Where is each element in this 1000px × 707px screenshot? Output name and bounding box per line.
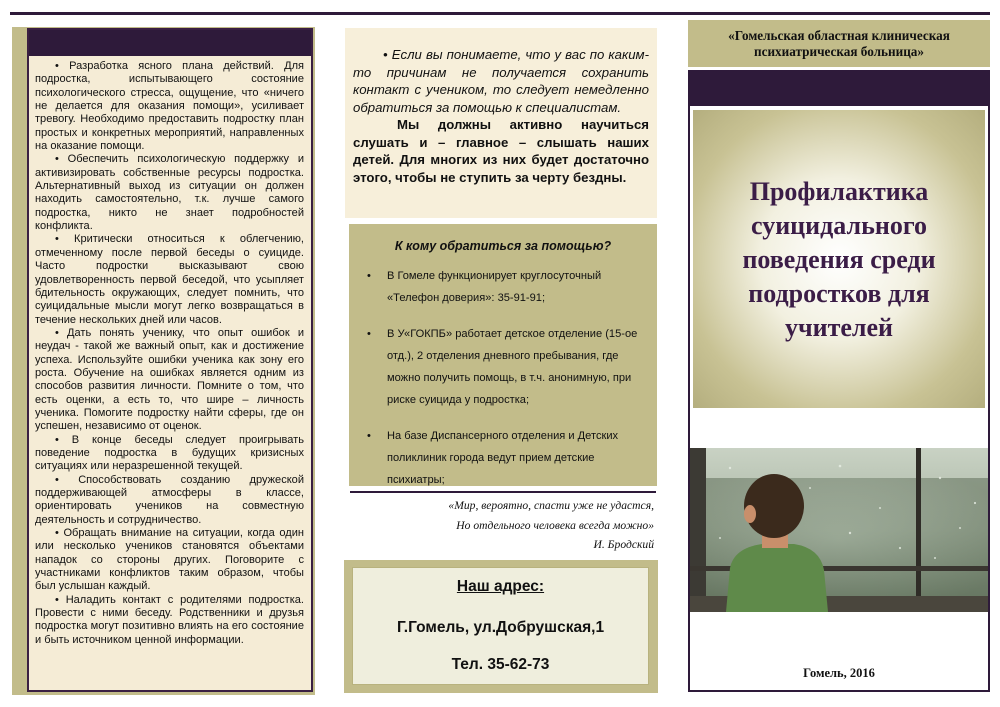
cover-title-box <box>693 110 985 408</box>
quote-author: И. Бродский <box>593 538 654 551</box>
advice-bold-text: Мы должны активно научиться слушать и – главное – слышать наших детей. Для многих из них будет достаточно этого, чтобы не ступить за черту бездны. <box>353 117 649 185</box>
help-list-item: • На базе Диспансерного отделения и Детских поликлиник города ведут прием детские психиатры; <box>349 425 647 491</box>
recommendation-paragraph: • Обеспечить психологическую поддержку и активизировать собственные ресурсы подростка. Альтернативный выход из ситуации он должен находить самостоятельно, т.к. лучше самого подростка, никто не знает подробностей конфликта. <box>35 153 304 233</box>
quote-line-1: «Мир, вероятно, спасти уже не удастся, <box>448 499 654 512</box>
bullet-icon: • <box>367 270 371 282</box>
top-rule <box>10 12 990 15</box>
address-title: Наш адрес: <box>456 578 545 595</box>
recommendation-paragraph: • Наладить контакт с родителями подростка. Провести с ними беседу. Родственники и друзья подростка могут позитивно влиять на его состояние и быть источником ценной информации. <box>35 593 304 646</box>
brodsky-quote <box>350 496 656 555</box>
recommendation-paragraph: • Критически относиться к облегчению, отмеченному после первой беседы о суициде. Часто подростки высказывают свою удовлетворенность первой беседой, что усыпляет бдительность окружающих, следует помнить, что суицидальные мысли могут легко возвращаться в течение нескольких дней или часов. <box>35 233 304 326</box>
brochure-title: Профилактика суицидального поведения среди подростков для учителей <box>742 177 936 342</box>
left-panel <box>27 28 313 692</box>
hospital-name-box <box>688 20 990 67</box>
help-list <box>349 265 657 491</box>
help-contacts-box <box>349 224 657 486</box>
hospital-name-line-2: психиатрическая больница» <box>754 44 924 59</box>
quote-line-2: Но отдельного человека всегда можно» <box>456 518 654 532</box>
recommendations-text <box>29 56 311 647</box>
help-list-item: • В Гомеле функционирует круглосуточный «Телефон доверия»: 35-91-91; <box>349 265 647 309</box>
cover-header-band <box>690 72 988 106</box>
address-street: Г.Гомель, ул.Добрушская,1 <box>396 619 605 636</box>
advice-quote-box <box>345 28 657 218</box>
recommendation-paragraph: • Разработка ясного плана действий. Для подростка, испытывающего состояние психологического стресса, ощущение, что «ничего не делается для оказания помощи», усиливает тревогу. Необходимо предоставить подростку план простых и конкретных мероприятий, направленных на оказание помощи. <box>35 60 304 153</box>
hospital-name-line-1: «Гомельская областная клиническая <box>728 28 950 43</box>
recommendation-paragraph: • Дать понять ученику, что опыт ошибок и неудач - такой же важный опыт, как и достижение успеха. Используйте ошибки ученика как зону его роста. Обучение на ошибках является одним из способов развития личности. Помните о том, что есть оценки, а есть то, что шире – личность ученика. Помогите подростку найти сферы, где он успешен, независимо от оценок. <box>35 326 304 433</box>
bullet-icon: • <box>367 328 371 340</box>
quote-divider <box>350 491 656 493</box>
address-box <box>352 567 649 685</box>
recommendation-paragraph: • Обращать внимание на ситуации, когда один или несколько учеников становятся объектами нападок со стороны других. Поговорите с участниками конфликтов таким образом, чтобы был услышан каждый. <box>35 527 304 593</box>
recommendation-paragraph: • В конце беседы следует проигрывать поведение подростка в будущих кризисных ситуациях или неразрешенной текущей. <box>35 433 304 473</box>
help-list-item: • В У«ГОКПБ» работает детское отделение (15-ое отд.), 2 отделения дневного пребывания, где можно получить помощь, в т.ч. анонимную, при риске суицида у подростка; <box>349 323 647 411</box>
recommendation-paragraph: • Способствовать созданию дружеской поддерживающей атмосферы в классе, ориентировать учеников на совместную деятельность и сотрудничество. <box>35 473 304 526</box>
city-year: Гомель, 2016 <box>803 666 875 680</box>
boy-at-window-photo <box>690 448 988 612</box>
help-title: К кому обратиться за помощью? <box>394 239 612 253</box>
address-phone: Тел. 35-62-73 <box>451 656 550 673</box>
bullet-icon: • <box>367 430 371 442</box>
left-panel-header-band <box>29 30 311 56</box>
advice-italic-text: • Если вы понимаете, что у вас по каким-то причинам не получается сохранить контакт с учеником, то следует немедленно обратиться за помощью к специалистам. <box>353 47 649 115</box>
